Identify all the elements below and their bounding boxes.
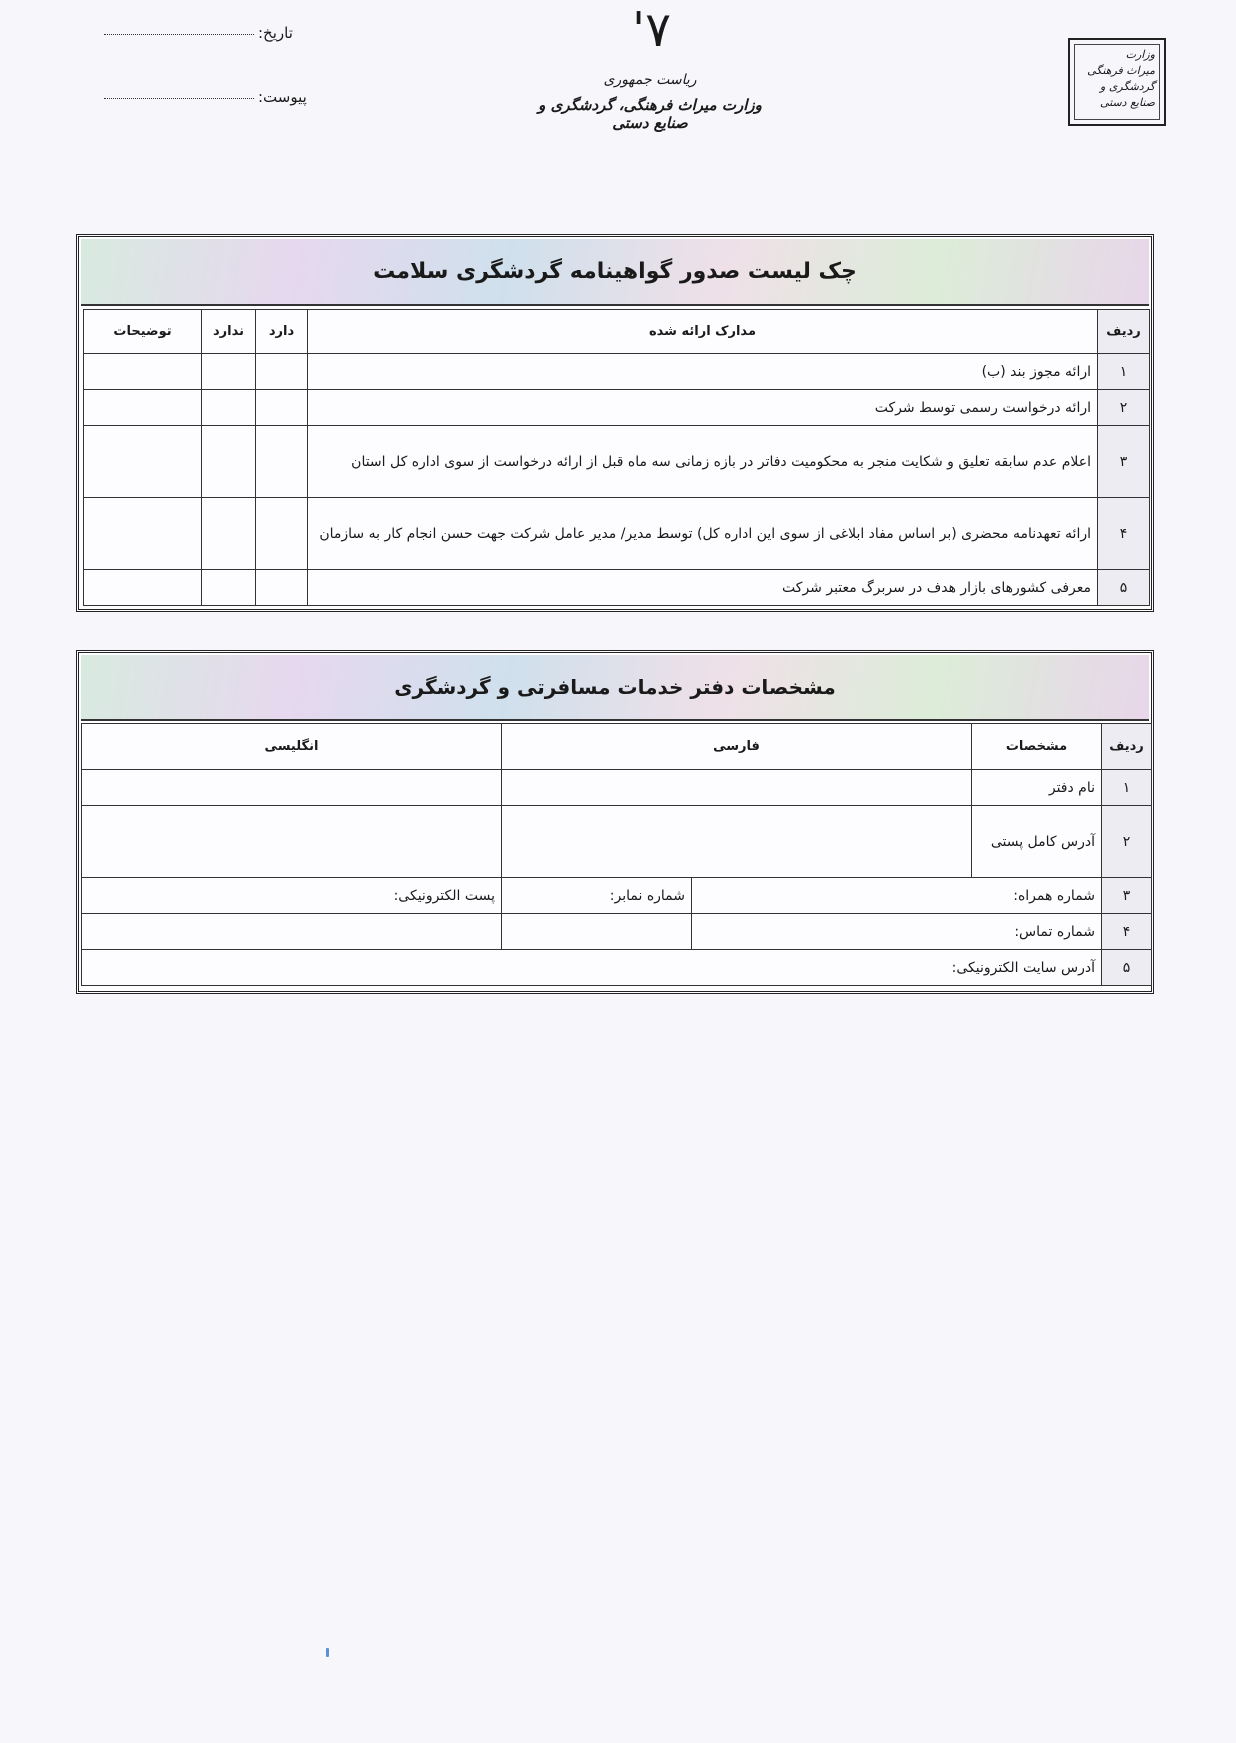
col-notes: توضیحات xyxy=(84,310,202,354)
office-name-farsi-cell[interactable] xyxy=(502,770,972,806)
document-text: ارائه مجوز بند (ب) xyxy=(308,354,1098,390)
document-text: معرفی کشورهای بازار هدف در سربرگ معتبر شرکت xyxy=(308,570,1098,606)
row-number: ۳ xyxy=(1098,426,1150,498)
has-cell[interactable] xyxy=(256,426,308,498)
postal-address-english-cell[interactable] xyxy=(82,806,502,878)
logo-line: وزارت xyxy=(1125,48,1155,61)
notes-cell[interactable] xyxy=(84,498,202,570)
office-name-english-cell[interactable] xyxy=(82,770,502,806)
checklist-section xyxy=(76,234,1154,612)
document-text: اعلام عدم سابقه تعلیق و شکایت منجر به محکومیت دفاتر در بازه زمانی سه ماه قبل از ارائه درخواست از سوی اداره کل استان xyxy=(308,426,1098,498)
col-documents: مدارک ارائه شده xyxy=(308,310,1098,354)
document-text: ارائه درخواست رسمی توسط شرکت xyxy=(308,390,1098,426)
attachment-line xyxy=(104,97,254,99)
has-cell[interactable] xyxy=(256,354,308,390)
row-number: ۲ xyxy=(1098,390,1150,426)
col-row: ردیف xyxy=(1098,310,1150,354)
contact-number-field[interactable]: شماره تماس: xyxy=(692,914,1102,950)
has-cell[interactable] xyxy=(256,390,308,426)
notes-cell[interactable] xyxy=(84,570,202,606)
notes-cell[interactable] xyxy=(84,426,202,498)
has-cell[interactable] xyxy=(256,570,308,606)
col-specs: مشخصات xyxy=(972,724,1102,770)
email-field[interactable]: پست الکترونیکی: xyxy=(82,878,502,914)
row-number: ۱ xyxy=(1102,770,1152,806)
col-english: انگلیسی xyxy=(82,724,502,770)
row-number: ۴ xyxy=(1098,498,1150,570)
ministry-title: وزارت میراث فرهنگی، گردشگری و صنایع دستی xyxy=(538,96,762,132)
table-row xyxy=(84,498,1150,570)
website-address-field[interactable]: آدرس سایت الکترونیکی: xyxy=(82,950,1102,986)
office-name-label: نام دفتر xyxy=(972,770,1102,806)
has-not-cell[interactable] xyxy=(202,498,256,570)
row-number: ۳ xyxy=(1102,878,1152,914)
attachment-label: پیوست: xyxy=(258,88,307,106)
date-field xyxy=(104,24,293,42)
has-not-cell[interactable] xyxy=(202,426,256,498)
checklist-table xyxy=(83,309,1150,606)
row-number: ۵ xyxy=(1102,950,1152,986)
ministry-logo xyxy=(1068,38,1166,126)
checklist-title: چک لیست صدور گواهینامه گردشگری سلامت xyxy=(81,239,1149,306)
ink-speck xyxy=(326,1648,329,1657)
table-row xyxy=(82,950,1152,986)
table-header-row xyxy=(82,724,1152,770)
page-number: '۷ xyxy=(632,2,671,58)
col-farsi: فارسی xyxy=(502,724,972,770)
letterhead xyxy=(520,72,780,132)
has-not-cell[interactable] xyxy=(202,354,256,390)
table-row xyxy=(82,914,1152,950)
contact-english-cell[interactable] xyxy=(82,914,502,950)
row-number: ۴ xyxy=(1102,914,1152,950)
col-row: ردیف xyxy=(1102,724,1152,770)
row-number: ۲ xyxy=(1102,806,1152,878)
table-row xyxy=(82,770,1152,806)
has-cell[interactable] xyxy=(256,498,308,570)
attachment-field xyxy=(104,88,307,106)
fax-number-field[interactable]: شماره نمابر: xyxy=(502,878,692,914)
mobile-number-field[interactable]: شماره همراه: xyxy=(692,878,1102,914)
table-header-row xyxy=(84,310,1150,354)
col-has-not: ندارد xyxy=(202,310,256,354)
table-row xyxy=(84,426,1150,498)
date-line xyxy=(104,33,254,35)
table-row xyxy=(82,878,1152,914)
table-row xyxy=(84,354,1150,390)
postal-address-label: آدرس کامل پستی xyxy=(972,806,1102,878)
notes-cell[interactable] xyxy=(84,354,202,390)
has-not-cell[interactable] xyxy=(202,570,256,606)
document-text: ارائه تعهدنامه محضری (بر اساس مفاد ابلاغی از سوی این اداره کل) توسط مدیر/ مدیر عامل شرکت جهت حسن انجام کار به سازمان xyxy=(308,498,1098,570)
table-row xyxy=(84,390,1150,426)
table-row xyxy=(84,570,1150,606)
contact-extra-cell[interactable] xyxy=(502,914,692,950)
notes-cell[interactable] xyxy=(84,390,202,426)
office-specs-table xyxy=(81,723,1152,986)
date-label: تاریخ: xyxy=(258,24,293,42)
logo-line: میراث فرهنگی xyxy=(1087,64,1155,77)
logo-line: گردشگری و صنایع دستی xyxy=(1099,80,1155,109)
postal-address-farsi-cell[interactable] xyxy=(502,806,972,878)
col-has: دارد xyxy=(256,310,308,354)
row-number: ۱ xyxy=(1098,354,1150,390)
row-number: ۵ xyxy=(1098,570,1150,606)
has-not-cell[interactable] xyxy=(202,390,256,426)
table-row xyxy=(82,806,1152,878)
office-specs-section xyxy=(76,650,1154,994)
presidency-title: ریاست جمهوری xyxy=(603,72,697,88)
office-specs-title: مشخصات دفتر خدمات مسافرتی و گردشگری xyxy=(81,655,1149,721)
